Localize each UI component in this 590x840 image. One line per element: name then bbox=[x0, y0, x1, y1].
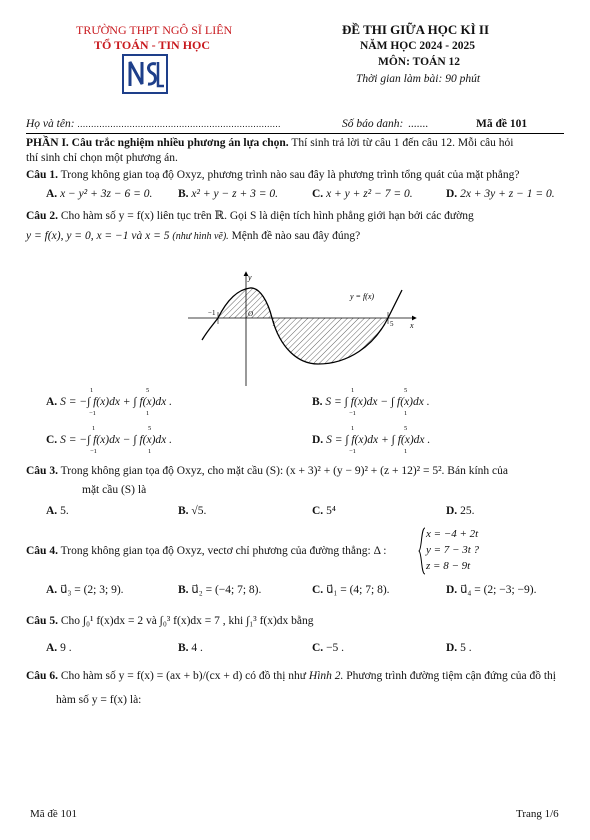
q4-option-c[interactable]: C. u⃗₁ = (4; 7; 8). bbox=[312, 584, 390, 596]
q2b-lower1: −1 bbox=[349, 410, 356, 417]
q6-figure-ref: Hình 2. bbox=[308, 670, 344, 682]
q5-option-c[interactable]: C. −5 . bbox=[312, 642, 345, 654]
q5-stem bbox=[26, 615, 564, 627]
q2-option-a[interactable]: A. S = −∫ f(x)dx + ∫ f(x)dx . bbox=[46, 396, 173, 408]
q3-option-b[interactable]: B. √5. bbox=[178, 505, 207, 517]
q4-text: Trong không gian tọa độ Oxyz, vectơ chỉ phương của đường thẳng: Δ : bbox=[60, 545, 387, 557]
exam-code: Mã đề 101 bbox=[476, 118, 528, 130]
region-1-to-5 bbox=[272, 318, 388, 364]
origin-label: O bbox=[248, 310, 254, 318]
q5-option-b[interactable]: B. 4 . bbox=[178, 642, 203, 654]
q5-option-d[interactable]: D. 5 . bbox=[446, 642, 472, 654]
q2b-upper1: 1 bbox=[351, 387, 355, 394]
exam-duration: Thời gian làm bài: 90 phút bbox=[356, 73, 481, 85]
q3-stem-1 bbox=[26, 465, 564, 477]
name-field[interactable]: .......................................................................... bbox=[77, 119, 281, 129]
q3-option-a[interactable]: A. 5. bbox=[46, 505, 69, 517]
q3-text-1: Trong không gian tọa độ Oxyz, cho mặt cầu (S): (x + 3)² + (y − 9)² + (z + 12)² = 5². Bán kính của bbox=[60, 465, 508, 477]
q2-text-1: Cho hàm số y = f(x) liên tục trên ℝ. Gọi S là diện tích hình phẳng giới hạn bởi các đường bbox=[60, 210, 474, 222]
q1-option-d[interactable]: D. 2x + 3y + z − 1 = 0. bbox=[446, 188, 555, 200]
q2-stem-2: y = f(x), y = 0, x = −1 và x = 5 (như hình vẽ). Mệnh đề nào sau đây đúng? bbox=[26, 230, 361, 242]
q5-text: Cho ∫₀¹ f(x)dx = 2 và ∫₀³ f(x)dx = 7 , khi ∫₁³ f(x)dx bằng bbox=[60, 615, 314, 627]
q1-option-b[interactable]: B. x² + y − z + 3 = 0. bbox=[178, 188, 278, 200]
q3-stem-2: mặt cầu (S) là bbox=[82, 484, 147, 496]
exam-title: ĐỀ THI GIỮA HỌC KÌ II bbox=[342, 22, 490, 37]
exam-subject: MÔN: TOÁN 12 bbox=[378, 56, 460, 68]
divider bbox=[26, 133, 564, 134]
q6-stem-1: Câu 6. Cho hàm số y = f(x) = (ax + b)/(cx + d) có đồ thị như Hình 2. Phương trình đường tiệm cận đứng của đồ thị bbox=[26, 670, 557, 682]
q4-option-a[interactable]: A. u⃗₃ = (2; 3; 9). bbox=[46, 584, 124, 596]
q3-option-d[interactable]: D. 25. bbox=[446, 505, 475, 517]
q6-label: Câu 6. bbox=[26, 670, 58, 682]
school-logo bbox=[122, 54, 168, 94]
q2c-upper1: 1 bbox=[92, 425, 96, 432]
q1-text: Trong không gian toạ độ Oxyz, phương trình nào sau đây là phương trình tổng quát của mặt phẳng? bbox=[60, 169, 520, 181]
q3-label: Câu 3. bbox=[26, 465, 58, 477]
part1-line1 bbox=[26, 137, 564, 149]
q2b-upper2: 5 bbox=[404, 387, 408, 394]
q4-label: Câu 4. bbox=[26, 545, 58, 557]
q4-stem bbox=[26, 545, 564, 557]
q6-text-1: Cho hàm số y = f(x) = (ax + b)/(cx + d) có đồ thị như bbox=[60, 670, 307, 682]
name-label: Họ và tên: bbox=[26, 118, 75, 130]
q4-system: x = −4 + 2t y = 7 − 3t ? z = 8 − 9t bbox=[426, 528, 480, 572]
q1-option-c[interactable]: C. x + y + z² − 7 = 0. bbox=[312, 188, 413, 200]
q2c-upper2: 5 bbox=[148, 425, 152, 432]
q6-stem-2: hàm số y = f(x) là: bbox=[56, 694, 142, 706]
q5-label: Câu 5. bbox=[26, 615, 58, 627]
q2d-upper2: 5 bbox=[404, 425, 408, 432]
q5-option-a[interactable]: A. 9 . bbox=[46, 642, 72, 654]
candidate-number-label: Số báo danh: bbox=[342, 118, 404, 130]
department-name: TỔ TOÁN - TIN HỌC bbox=[94, 38, 211, 52]
y-axis-label: y bbox=[248, 273, 252, 282]
tick-1: 1 bbox=[272, 320, 276, 328]
q2a-lower2: 1 bbox=[146, 410, 150, 417]
part1-title: PHẦN I. Câu trắc nghiệm nhiều phương án lựa chọn. bbox=[26, 137, 289, 149]
q2a-upper2: 5 bbox=[146, 387, 150, 394]
q3-option-c[interactable]: C. 5⁴ bbox=[312, 505, 336, 517]
q2a-lower1: −1 bbox=[89, 410, 96, 417]
x-axis-label: x bbox=[410, 321, 414, 330]
q2-label: Câu 2. bbox=[26, 210, 58, 222]
q2d-lower2: 1 bbox=[404, 448, 408, 455]
footer-page-number: Trang 1/6 bbox=[516, 808, 559, 820]
q2-option-d[interactable]: D. S = ∫ f(x)dx + ∫ f(x)dx . bbox=[312, 434, 431, 446]
q2-option-c[interactable]: C. S = −∫ f(x)dx − ∫ f(x)dx . bbox=[46, 434, 173, 446]
q4-option-b[interactable]: B. u⃗₂ = (−4; 7; 8). bbox=[178, 584, 262, 596]
school-name: TRƯỜNG THPT NGÔ SĨ LIÊN bbox=[76, 23, 233, 37]
q2d-upper1: 1 bbox=[351, 425, 355, 432]
region-negative1-to-1 bbox=[218, 288, 272, 318]
exam-year: NĂM HỌC 2024 - 2025 bbox=[360, 40, 475, 52]
q1-option-a[interactable]: A. x − y² + 3z − 6 = 0. bbox=[46, 188, 153, 200]
q2a-upper1: 1 bbox=[90, 387, 94, 394]
candidate-number-field[interactable]: ....... bbox=[408, 118, 429, 130]
q2c-lower1: −1 bbox=[90, 448, 97, 455]
q4-option-d[interactable]: D. u⃗₄ = (2; −3; −9). bbox=[446, 584, 537, 596]
q4-system-brace bbox=[418, 527, 426, 578]
q2-stem-1 bbox=[26, 208, 564, 222]
part1-instruction: Thí sinh trả lời từ câu 1 đến câu 12. Mỗi câu hỏi bbox=[291, 137, 514, 149]
q2-option-b[interactable]: B. S = ∫ f(x)dx − ∫ f(x)dx . bbox=[312, 396, 430, 408]
footer-exam-code: Mã đề 101 bbox=[30, 808, 78, 820]
tick-neg1: −1 bbox=[208, 309, 216, 317]
q1-label: Câu 1. bbox=[26, 169, 58, 181]
q2d-lower1: −1 bbox=[349, 448, 356, 455]
part1-instruction-2: thí sinh chỉ chọn một phương án. bbox=[26, 152, 178, 164]
q2b-lower2: 1 bbox=[404, 410, 408, 417]
q1-stem bbox=[26, 169, 564, 181]
q2c-lower2: 1 bbox=[148, 448, 152, 455]
q2-graph bbox=[188, 268, 420, 388]
curve-label: y = f(x) bbox=[350, 292, 375, 301]
tick-5: 5 bbox=[390, 320, 394, 328]
